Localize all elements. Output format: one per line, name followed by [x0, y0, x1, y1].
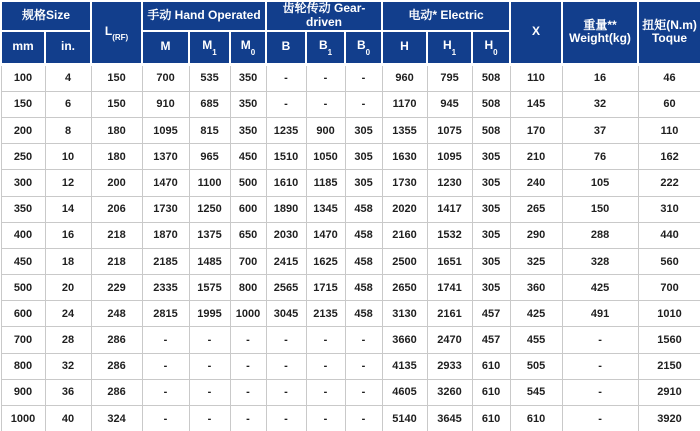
header-h0: $H_0$ [472, 31, 510, 65]
cell: 1610 [266, 170, 306, 196]
cell: - [345, 379, 382, 405]
cell: 900 [306, 117, 345, 143]
cell: 610 [472, 379, 510, 405]
cell: 12 [45, 170, 91, 196]
table-row [1, 301, 700, 327]
table-row [1, 144, 700, 170]
cell: 250 [1, 144, 45, 170]
cell: - [562, 406, 638, 431]
cell: 328 [562, 248, 638, 274]
cell: 305 [472, 275, 510, 301]
cell: 1235 [266, 117, 306, 143]
cell: 4 [45, 64, 91, 91]
cell: 37 [562, 117, 638, 143]
cell: 2650 [382, 275, 427, 301]
cell: - [306, 64, 345, 91]
cell: 36 [45, 379, 91, 405]
cell: - [142, 327, 189, 353]
cell: 240 [510, 170, 562, 196]
cell: 910 [142, 91, 189, 117]
cell: 458 [345, 301, 382, 327]
header-mm: mm [1, 31, 45, 65]
cell: 610 [472, 353, 510, 379]
cell: 2470 [427, 327, 472, 353]
header-weight-cn: 重量** [583, 17, 617, 32]
cell: 491 [562, 301, 638, 327]
cell: 800 [1, 353, 45, 379]
table-row [1, 406, 700, 431]
cell: 1532 [427, 222, 472, 248]
cell: 10 [45, 144, 91, 170]
cell: 425 [510, 301, 562, 327]
cell: 2020 [382, 196, 427, 222]
cell: 1651 [427, 248, 472, 274]
cell: 350 [230, 117, 266, 143]
header-b1: $B_1$ [306, 31, 345, 65]
cell: - [189, 327, 230, 353]
cell: 700 [142, 64, 189, 91]
cell: 900 [1, 379, 45, 405]
cell: 1417 [427, 196, 472, 222]
header-torque-en: Toque [651, 31, 688, 46]
cell: 150 [1, 91, 45, 117]
cell: 508 [472, 117, 510, 143]
cell: 610 [472, 406, 510, 431]
cell: 440 [638, 222, 700, 248]
cell: 200 [1, 117, 45, 143]
header-electric-group: 电动* Electric [382, 1, 510, 31]
cell: 455 [510, 327, 562, 353]
cell: 600 [230, 196, 266, 222]
cell: 40 [45, 406, 91, 431]
cell: 1000 [1, 406, 45, 431]
cell: 110 [510, 64, 562, 91]
cell: - [230, 327, 266, 353]
header-hand-operated-group: 手动 Hand Operated [142, 1, 266, 31]
cell: 450 [230, 144, 266, 170]
cell: - [266, 64, 306, 91]
cell: 457 [472, 327, 510, 353]
cell: 1470 [306, 222, 345, 248]
cell: 305 [345, 144, 382, 170]
cell: 8 [45, 117, 91, 143]
cell: - [345, 406, 382, 431]
cell: 500 [1, 275, 45, 301]
cell: 162 [638, 144, 700, 170]
cell: 290 [510, 222, 562, 248]
cell: 145 [510, 91, 562, 117]
cell: 305 [345, 117, 382, 143]
cell: 2500 [382, 248, 427, 274]
cell: 286 [91, 353, 142, 379]
cell: 1370 [142, 144, 189, 170]
table-row [1, 248, 700, 274]
cell: 300 [1, 170, 45, 196]
cell: 60 [638, 91, 700, 117]
header-weight-en: Weight(kg) [569, 31, 631, 46]
cell: 458 [345, 275, 382, 301]
header-torque-cn: 扭矩(N.m) [642, 17, 697, 32]
cell: 458 [345, 222, 382, 248]
header-h1: $H_1$ [427, 31, 472, 65]
cell: 1185 [306, 170, 345, 196]
cell: 960 [382, 64, 427, 91]
cell: 76 [562, 144, 638, 170]
cell: - [142, 379, 189, 405]
cell: 305 [472, 170, 510, 196]
cell: 200 [91, 170, 142, 196]
table-row [1, 196, 700, 222]
table-row [1, 91, 700, 117]
cell: - [306, 379, 345, 405]
cell: - [189, 406, 230, 431]
cell: 1715 [306, 275, 345, 301]
cell: - [345, 353, 382, 379]
cell: 100 [1, 64, 45, 91]
cell: 105 [562, 170, 638, 196]
cell: 535 [189, 64, 230, 91]
cell: - [189, 379, 230, 405]
cell: 1870 [142, 222, 189, 248]
cell: 2135 [306, 301, 345, 327]
cell: 360 [510, 275, 562, 301]
cell: 1995 [189, 301, 230, 327]
header-torque [638, 1, 700, 64]
cell: 2150 [638, 353, 700, 379]
header-m0: $M_0$ [230, 31, 266, 65]
cell: 1095 [427, 144, 472, 170]
cell: 1741 [427, 275, 472, 301]
cell: 3260 [427, 379, 472, 405]
cell: 600 [1, 301, 45, 327]
cell: 1485 [189, 248, 230, 274]
cell: 3645 [427, 406, 472, 431]
cell: 310 [638, 196, 700, 222]
cell: 1250 [189, 196, 230, 222]
cell: 800 [230, 275, 266, 301]
cell: 206 [91, 196, 142, 222]
cell: 32 [45, 353, 91, 379]
cell: 458 [345, 248, 382, 274]
cell: - [562, 379, 638, 405]
cell: 305 [472, 196, 510, 222]
cell: 2910 [638, 379, 700, 405]
cell: 1010 [638, 301, 700, 327]
header-size-group: 规格Size [1, 1, 91, 31]
cell: 500 [230, 170, 266, 196]
cell: 2415 [266, 248, 306, 274]
cell: - [562, 353, 638, 379]
cell: 1050 [306, 144, 345, 170]
cell: 3660 [382, 327, 427, 353]
cell: - [189, 353, 230, 379]
cell: 2185 [142, 248, 189, 274]
cell: 20 [45, 275, 91, 301]
cell: 1100 [189, 170, 230, 196]
cell: - [266, 327, 306, 353]
cell: 16 [45, 222, 91, 248]
cell: 650 [230, 222, 266, 248]
cell: 505 [510, 353, 562, 379]
cell: 229 [91, 275, 142, 301]
table-row [1, 327, 700, 353]
cell: - [230, 406, 266, 431]
cell: - [306, 327, 345, 353]
cell: 560 [638, 248, 700, 274]
cell: 14 [45, 196, 91, 222]
cell: 32 [562, 91, 638, 117]
cell: - [266, 379, 306, 405]
cell: 1890 [266, 196, 306, 222]
cell: 288 [562, 222, 638, 248]
cell: 350 [230, 91, 266, 117]
cell: 286 [91, 327, 142, 353]
cell: - [142, 406, 189, 431]
cell: 180 [91, 117, 142, 143]
cell: 222 [638, 170, 700, 196]
cell: 3130 [382, 301, 427, 327]
cell: 1470 [142, 170, 189, 196]
cell: 350 [230, 64, 266, 91]
cell: 1375 [189, 222, 230, 248]
table-row [1, 117, 700, 143]
cell: 2335 [142, 275, 189, 301]
cell: 218 [91, 248, 142, 274]
cell: - [266, 91, 306, 117]
cell: 2160 [382, 222, 427, 248]
cell: 286 [91, 379, 142, 405]
table-row [1, 353, 700, 379]
cell: 210 [510, 144, 562, 170]
table-row [1, 170, 700, 196]
table-row [1, 275, 700, 301]
cell: 324 [91, 406, 142, 431]
cell: 4605 [382, 379, 427, 405]
cell: - [142, 353, 189, 379]
cell: 1170 [382, 91, 427, 117]
header-gear-driven-group: 齿轮传动 Gear-driven [266, 1, 382, 31]
cell: 815 [189, 117, 230, 143]
cell: 458 [345, 196, 382, 222]
header-m: M [142, 31, 189, 65]
cell: - [266, 406, 306, 431]
cell: 700 [638, 275, 700, 301]
header-x: X [510, 1, 562, 64]
cell: 3045 [266, 301, 306, 327]
cell: 610 [510, 406, 562, 431]
cell: 450 [1, 248, 45, 274]
cell: 265 [510, 196, 562, 222]
cell: 5140 [382, 406, 427, 431]
header-b0: $B_0$ [345, 31, 382, 65]
table-row [1, 222, 700, 248]
cell: - [230, 379, 266, 405]
cell: 180 [91, 144, 142, 170]
cell: 46 [638, 64, 700, 91]
cell: 1630 [382, 144, 427, 170]
cell: 18 [45, 248, 91, 274]
cell: 1510 [266, 144, 306, 170]
cell: 795 [427, 64, 472, 91]
cell: 110 [638, 117, 700, 143]
cell: 218 [91, 222, 142, 248]
cell: 1355 [382, 117, 427, 143]
cell: 150 [562, 196, 638, 222]
cell: 16 [562, 64, 638, 91]
cell: 400 [1, 222, 45, 248]
cell: 457 [472, 301, 510, 327]
cell: 1730 [142, 196, 189, 222]
cell: 508 [472, 64, 510, 91]
cell: - [306, 91, 345, 117]
cell: - [345, 64, 382, 91]
cell: - [562, 327, 638, 353]
cell: 945 [427, 91, 472, 117]
cell: 28 [45, 327, 91, 353]
header-b: B [266, 31, 306, 65]
cell: 24 [45, 301, 91, 327]
cell: 700 [230, 248, 266, 274]
table-row [1, 379, 700, 405]
cell: 248 [91, 301, 142, 327]
cell: 350 [1, 196, 45, 222]
cell: 2815 [142, 301, 189, 327]
header-in: in. [45, 31, 91, 65]
cell: 305 [472, 144, 510, 170]
cell: 305 [345, 170, 382, 196]
cell: - [345, 91, 382, 117]
table-header [1, 1, 700, 64]
cell: - [266, 353, 306, 379]
cell: 150 [91, 64, 142, 91]
cell: 1000 [230, 301, 266, 327]
cell: 1560 [638, 327, 700, 353]
cell: 2030 [266, 222, 306, 248]
cell: 1730 [382, 170, 427, 196]
table-row [1, 64, 700, 91]
cell: 2933 [427, 353, 472, 379]
cell: 425 [562, 275, 638, 301]
cell: 305 [472, 222, 510, 248]
cell: 170 [510, 117, 562, 143]
header-h: H [382, 31, 427, 65]
cell: 3920 [638, 406, 700, 431]
cell: - [230, 353, 266, 379]
cell: 965 [189, 144, 230, 170]
cell: 4135 [382, 353, 427, 379]
cell: 1230 [427, 170, 472, 196]
cell: - [345, 327, 382, 353]
cell: 685 [189, 91, 230, 117]
cell: 508 [472, 91, 510, 117]
cell: 1575 [189, 275, 230, 301]
cell: 6 [45, 91, 91, 117]
header-m1: $M_1$ [189, 31, 230, 65]
cell: 1095 [142, 117, 189, 143]
cell: 305 [472, 248, 510, 274]
cell: - [306, 353, 345, 379]
cell: 1625 [306, 248, 345, 274]
cell: 2161 [427, 301, 472, 327]
cell: 1075 [427, 117, 472, 143]
cell: 1345 [306, 196, 345, 222]
table-body [1, 64, 700, 431]
cell: 545 [510, 379, 562, 405]
cell: 2565 [266, 275, 306, 301]
cell: 325 [510, 248, 562, 274]
cell: 700 [1, 327, 45, 353]
cell: - [306, 406, 345, 431]
header-weight [562, 1, 638, 64]
cell: 150 [91, 91, 142, 117]
header-l-rf: $L_{(RF)}$ [91, 1, 142, 64]
